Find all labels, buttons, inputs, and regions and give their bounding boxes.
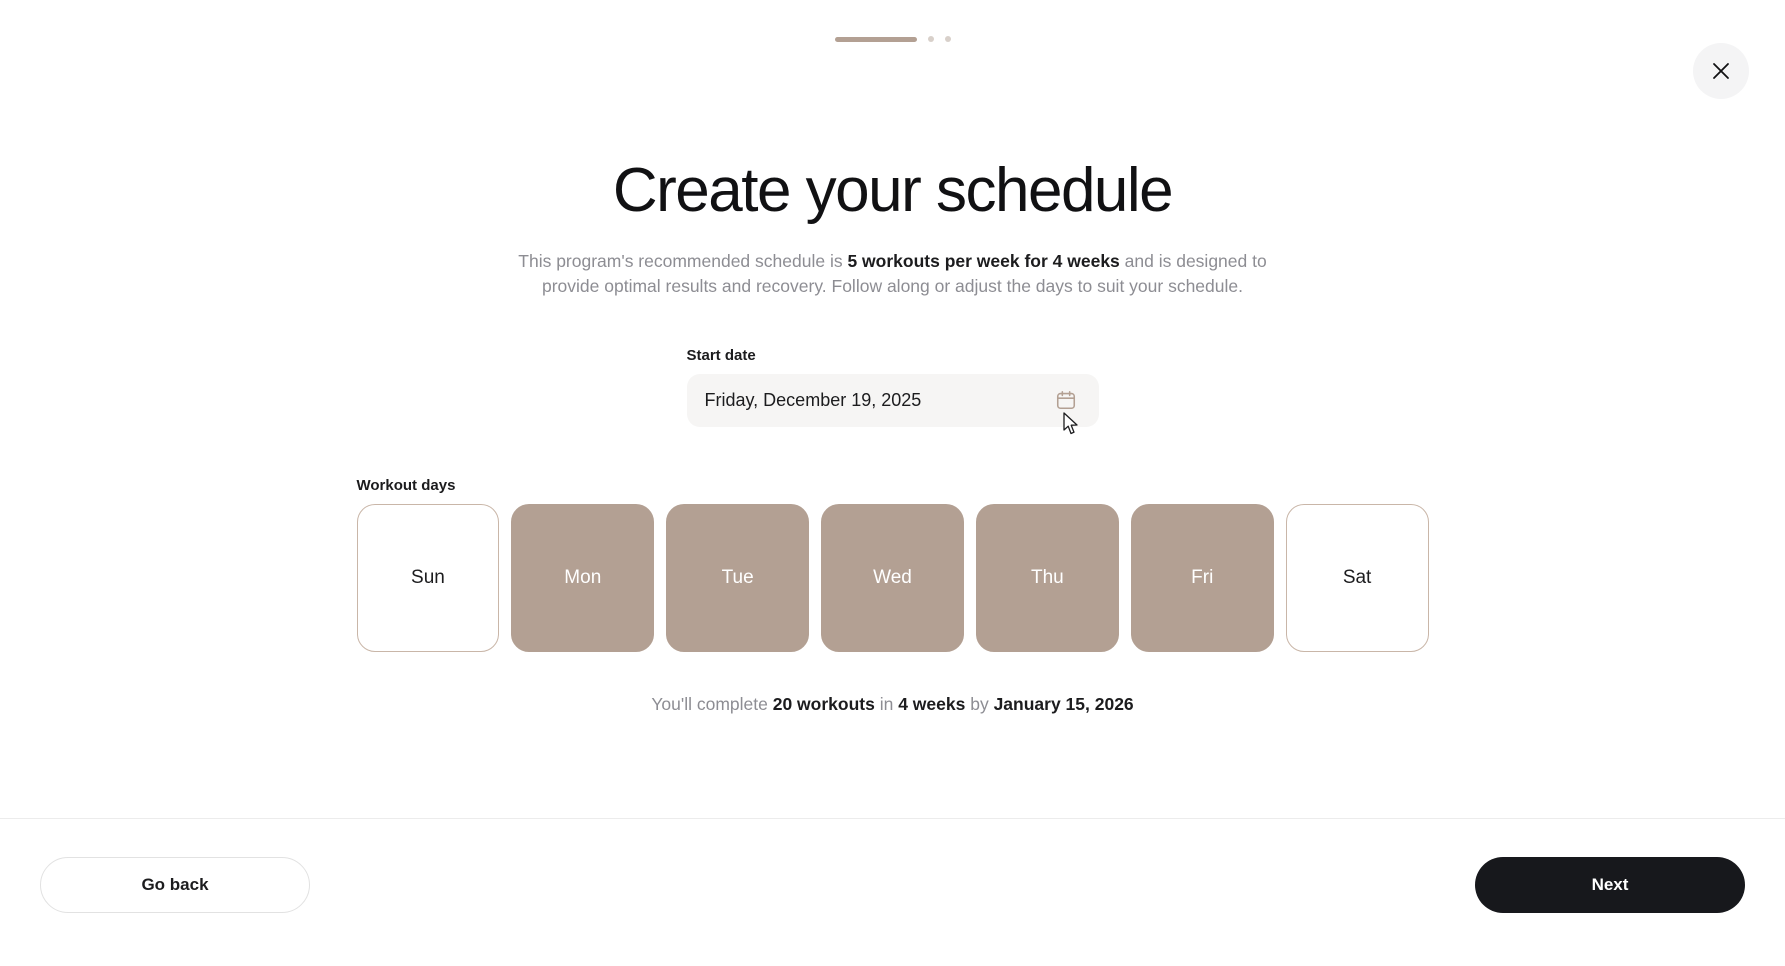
day-toggle-sun[interactable]	[357, 504, 500, 652]
workout-days-section	[357, 477, 1429, 652]
day-label: Sun	[411, 566, 445, 588]
day-label: Mon	[564, 566, 602, 588]
day-toggle-mon[interactable]	[511, 504, 654, 652]
go-back-button[interactable]: Go back	[40, 857, 310, 913]
day-toggle-thu[interactable]	[976, 504, 1119, 652]
day-toggle-tue[interactable]	[666, 504, 809, 652]
summary-weeks: 4 weeks	[898, 693, 966, 714]
day-toggle-fri[interactable]	[1131, 504, 1274, 652]
day-toggle-sat[interactable]	[1286, 504, 1429, 652]
summary-pre: You'll complete	[651, 693, 773, 714]
subtitle-highlight: 5 workouts per week for 4 weeks	[847, 251, 1120, 272]
summary-mid2: by	[965, 693, 994, 714]
start-date-input[interactable]	[687, 374, 1099, 427]
summary-mid: in	[874, 693, 899, 714]
day-label: Fri	[1191, 566, 1214, 588]
page-title: Create your schedule	[612, 156, 1173, 225]
day-label: Thu	[1030, 566, 1064, 588]
schedule-summary	[0, 694, 1785, 715]
start-date-value: Friday, December 19, 2025	[704, 389, 922, 410]
calendar-icon[interactable]	[1055, 389, 1077, 411]
start-date-label: Start date	[686, 346, 756, 364]
next-button[interactable]: Next	[1475, 857, 1745, 913]
summary-workouts: 20 workouts	[772, 693, 875, 714]
workout-days-row	[357, 504, 1429, 652]
day-toggle-wed[interactable]	[821, 504, 964, 652]
footer-bar	[0, 818, 1785, 966]
start-date-section	[687, 347, 1099, 427]
subtitle-pre-text: This program's recommended schedule is	[518, 251, 848, 272]
summary-end-date: January 15, 2026	[993, 693, 1134, 714]
day-label: Wed	[873, 566, 912, 588]
day-label: Tue	[721, 566, 754, 588]
workout-days-label: Workout days	[356, 476, 456, 494]
subtitle-post-text: and is designed to provide optimal results and recovery. Follow along or adjust the days to suit your schedule.	[541, 251, 1267, 296]
page-subtitle	[493, 249, 1293, 299]
day-label: Sat	[1342, 566, 1372, 588]
